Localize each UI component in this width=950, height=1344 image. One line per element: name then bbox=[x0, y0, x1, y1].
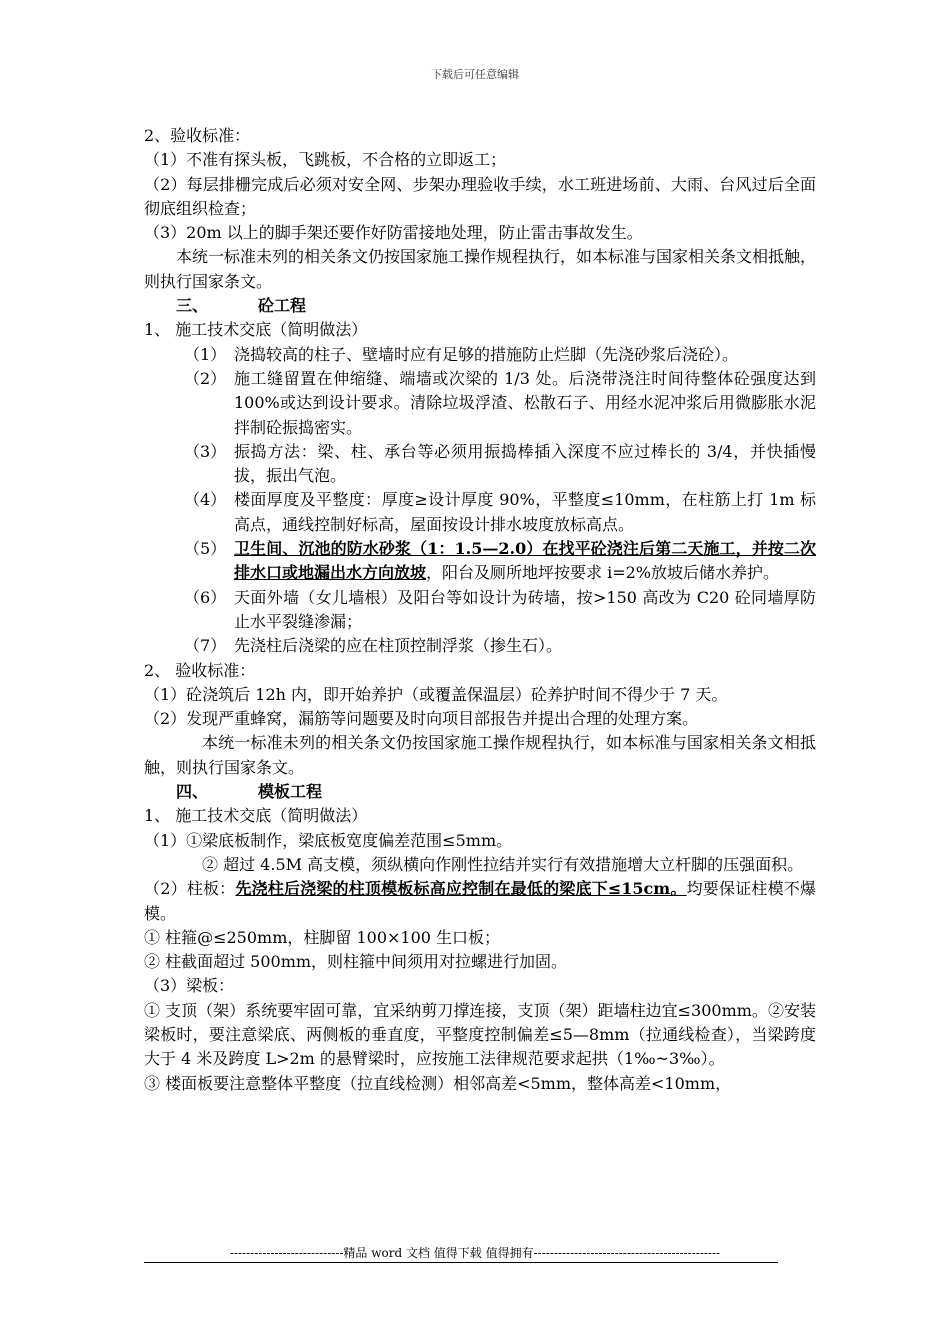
paragraph: 本统一标准未列的相关条文仍按国家施工操作规程执行，如本标准与国家相关条文相抵触，则执行国家条文。 bbox=[144, 247, 817, 291]
paragraph: 1、 施工技术交底（简明做法） bbox=[144, 806, 368, 826]
list-item: （6） 天面外墙（女儿墙根）及阳台等如设计为砖墙，按>150 高改为 C20 砼同墙厚防止水平裂缝渗漏； bbox=[184, 587, 816, 631]
paragraph: 本统一标准未列的相关条文仍按国家施工操作规程执行，如本标准与国家相关条文相抵触，则执行国家条文。 bbox=[144, 733, 816, 777]
paragraph: （3）20m 以上的脚手架还要作好防雷接地处理，防止雷击事故发生。 bbox=[144, 223, 643, 243]
paragraph: 2、验收标准： bbox=[144, 126, 251, 145]
paragraph: ① 支顶（架）系统要牢固可靠，宜采纳剪刀撑连接，支顶（架）距墙柱边宜≤300mm。②安装梁板时，要注意梁底、两侧板的垂直度，平整度控制偏差≤5—8mm（拉通线检查），当梁跨度大于 4 米及跨度 L>2m 的悬臂梁时，应按施工法律规范要求起拱（1‰~3‰）。 bbox=[144, 1000, 816, 1069]
section-heading: 三、 砼工程 bbox=[176, 296, 307, 316]
paragraph: （1）①梁底板制作，梁底板宽度偏差范围≤5mm。 bbox=[144, 830, 513, 850]
paragraph: ② 柱截面超过 500mm，则柱箍中间须用对拉螺进行加固。 bbox=[144, 952, 568, 972]
list-item: （7） 先浇柱后浇梁的应在柱顶控制浮浆（掺生石）。 bbox=[184, 636, 563, 656]
section-heading: 四、 模板工程 bbox=[176, 782, 323, 802]
paragraph: （2）每层排栅完成后必须对安全网、步架办理验收手续，水工班进场前、大雨、台风过后全面彻底组织检查； bbox=[144, 174, 816, 218]
paragraph: （3）梁板： bbox=[144, 976, 235, 996]
list-item: （1） 浇捣较高的柱子、壁墙时应有足够的措施防止烂脚（先浇砂浆后浇砼）。 bbox=[184, 344, 739, 364]
paragraph: ② 超过 4.5M 高支模，须纵横向作刚性拉结并实行有效措施增大立杆脚的压强面积。 bbox=[202, 854, 804, 874]
paragraph: 1、 施工技术交底（简明做法） bbox=[144, 320, 368, 340]
document-body bbox=[144, 124, 816, 1096]
paragraph: ③ 楼面板要注意整体平整度（拉直线检测）相邻高差<5mm，整体高差<10mm， bbox=[144, 1073, 732, 1093]
list-item: （3） 振捣方法：梁、柱、承台等必须用振捣棒插入深度不应过棒长的 3/4，并快插慢拔，振出气泡。 bbox=[184, 441, 816, 486]
paragraph: （2）发现严重蜂窝，漏筋等问题要及时向项目部报告并提出合理的处理方案。 bbox=[144, 709, 699, 729]
list-item: （5） 卫生间、沉池的防水砂浆（1：1.5—2.0）在找平砼浇注后第二天施工，并按二次排水口或地漏出水方向放坡，阳台及厕所地坪按要求 i=2%放坡后储水养护。 bbox=[184, 539, 816, 583]
paragraph: 2、 验收标准： bbox=[144, 660, 256, 680]
footer-rule bbox=[144, 1262, 778, 1263]
list-item: （2） 施工缝留置在伸缩缝、端墙或次梁的 1/3 处。后浇带浇注时间待整体砼强度达到 100%或达到设计要求。清除垃圾浮渣、松散石子、用经水泥冲浆后用微膨胀水泥拌制砼振捣密实。 bbox=[184, 368, 816, 437]
list-item: （4） 楼面厚度及平整度：厚度≥设计厚度 90%，平整度≤10mm，在柱筋上打 1m 标高点，通线控制好标高，屋面按设计排水坡度放标高点。 bbox=[184, 490, 816, 534]
paragraph: （2）柱板：先浇柱后浇梁的柱顶模板标高应控制在最低的梁底下≤15cm。均要保证柱模不爆模。 bbox=[144, 879, 816, 923]
page-header-note: 下载后可任意编辑 bbox=[431, 68, 519, 81]
paragraph: ① 柱箍@≤250mm，柱脚留 100×100 生口板； bbox=[144, 927, 501, 947]
paragraph: （1）砼浇筑后 12h 内，即开始养护（或覆盖保温层）砼养护时间不得少于 7 天。 bbox=[144, 684, 728, 704]
page-footer-note: ----------------------------精品 word 文档 值得下载 值得拥有---------------------------------------------- bbox=[229, 1246, 721, 1260]
paragraph: （1）不准有探头板，飞跳板，不合格的立即返工； bbox=[144, 150, 507, 170]
